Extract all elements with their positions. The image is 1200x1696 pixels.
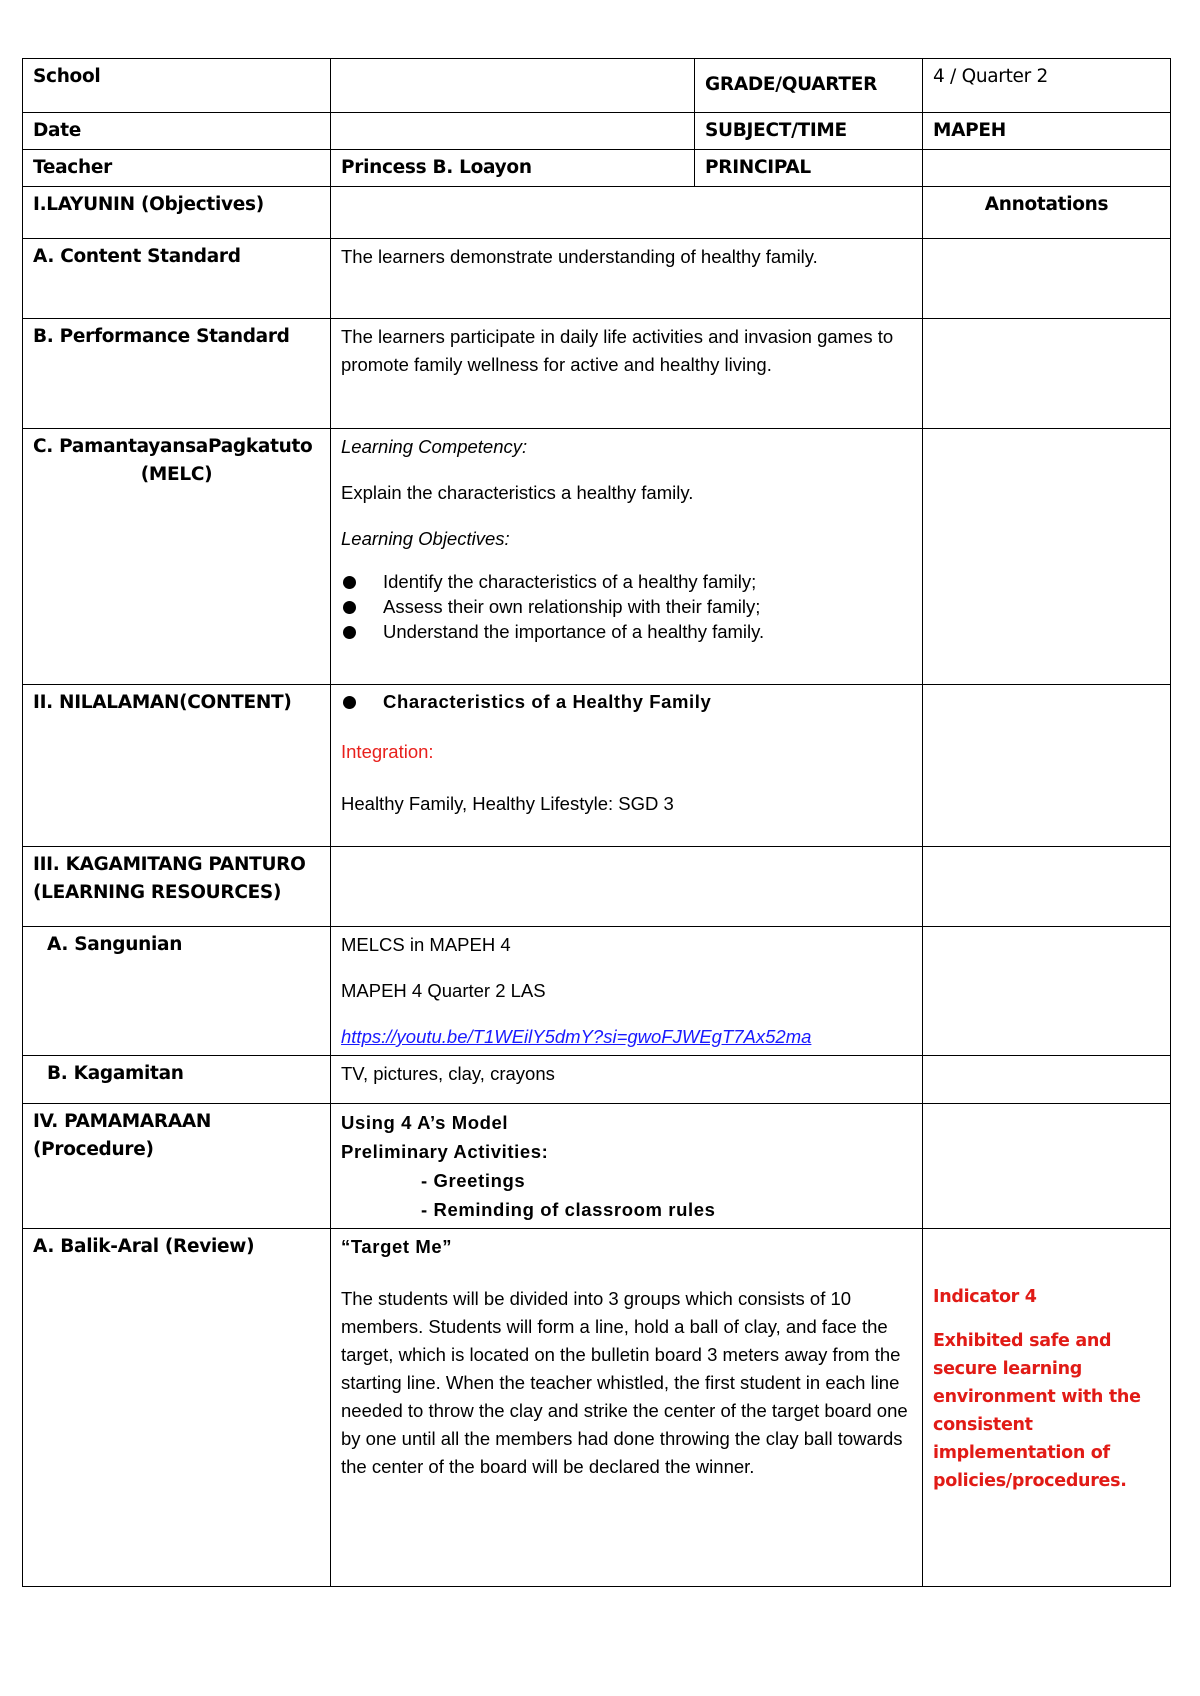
- objective-item: Identify the characteristics of a healthy family;: [341, 569, 912, 594]
- sanggunian-row: [23, 927, 1171, 1056]
- competency-heading: Learning Competency:: [341, 436, 528, 457]
- review-title: “Target Me”: [341, 1236, 453, 1257]
- objectives-label: I.LAYUNIN (Objectives): [23, 187, 331, 239]
- integration-text: Healthy Family, Healthy Lifestyle: SGD 3: [341, 793, 674, 814]
- melc-content: [331, 429, 923, 685]
- objectives-empty-cell: [331, 187, 923, 239]
- procedure-label: [23, 1104, 331, 1229]
- learning-objectives-list: [341, 569, 912, 644]
- date-row: [23, 113, 1171, 150]
- teacher-row: [23, 150, 1171, 187]
- lesson-plan-page: [22, 58, 1170, 1587]
- reference-item: MAPEH 4 Quarter 2 LAS: [341, 980, 546, 1001]
- competency-text: Explain the characteristics a healthy family.: [341, 482, 694, 503]
- annotations-header: Annotations: [923, 187, 1171, 239]
- video-link[interactable]: https://youtu.be/T1WEilY5dmY?si=gwoFJWEgT7Ax52ma: [341, 1026, 812, 1047]
- sanggunian-annotation: [923, 927, 1171, 1056]
- melc-row: [23, 429, 1171, 685]
- subject-time-value: MAPEH: [923, 113, 1171, 150]
- melc-label-line2: (MELC): [140, 464, 213, 485]
- melc-label: [23, 429, 331, 685]
- performance-standard-row: [23, 319, 1171, 429]
- review-label: A. Balik-Aral (Review): [23, 1229, 331, 1587]
- sanggunian-label: A. Sangunian: [23, 927, 331, 1056]
- kagamitan-text: TV, pictures, clay, crayons: [331, 1056, 923, 1104]
- melc-label-line1: C. PamantayansaPagkatuto: [33, 436, 313, 457]
- review-annotation: [923, 1229, 1171, 1587]
- review-cell: [331, 1229, 923, 1587]
- performance-standard-annotation: [923, 319, 1171, 429]
- kagamitan-row: [23, 1056, 1171, 1104]
- teacher-value: Princess B. Loayon: [331, 150, 695, 187]
- procedure-label-line2: (Procedure): [33, 1139, 154, 1160]
- school-row: [23, 59, 1171, 113]
- resources-row: [23, 847, 1171, 927]
- content-annotation: [923, 685, 1171, 847]
- objectives-row: [23, 187, 1171, 239]
- procedure-cell: [331, 1104, 923, 1229]
- grade-quarter-value: 4 / Quarter 2: [923, 59, 1171, 113]
- review-row: [23, 1229, 1171, 1587]
- kagamitan-annotation: [923, 1056, 1171, 1104]
- sanggunian-cell: [331, 927, 923, 1056]
- content-topic-list: [341, 689, 912, 714]
- preliminary-heading: Preliminary Activities:: [341, 1141, 549, 1162]
- school-value: [331, 59, 695, 113]
- procedure-model: Using 4 A’s Model: [341, 1112, 509, 1133]
- objective-item: Understand the importance of a healthy family.: [341, 619, 912, 644]
- principal-label: PRINCIPAL: [695, 150, 923, 187]
- content-topic: Characteristics of a Healthy Family: [341, 689, 912, 714]
- content-standard-annotation: [923, 239, 1171, 319]
- date-value: [331, 113, 695, 150]
- reference-item: MELCS in MAPEH 4: [341, 934, 511, 955]
- resources-label-line2: (LEARNING RESOURCES): [33, 882, 282, 903]
- procedure-annotation: [923, 1104, 1171, 1229]
- resources-empty-cell: [331, 847, 923, 927]
- indicator-label: Indicator 4: [933, 1287, 1037, 1307]
- performance-standard-label: B. Performance Standard: [23, 319, 331, 429]
- lesson-plan-table: [22, 58, 1171, 1587]
- integration-label: Integration:: [341, 741, 434, 762]
- school-label: School: [23, 59, 331, 113]
- learning-objectives-heading: Learning Objectives:: [341, 528, 510, 549]
- objective-item: Assess their own relationship with their family;: [341, 594, 912, 619]
- grade-quarter-label: GRADE/QUARTER: [695, 59, 923, 113]
- kagamitan-label: B. Kagamitan: [23, 1056, 331, 1104]
- review-text: The students will be divided into 3 groups which consists of 10 members. Students will form a line, hold a ball of clay, and face the target, which is located on the bulletin board 3 meters away from the starting line. When the teacher whistled, the first student in each line needed to throw the clay and strike the center of the target board one by one until all the members had done throwing the clay ball towards the center of the board will be declared the winner.: [341, 1288, 908, 1477]
- preliminary-item: - Reminding of classroom rules: [421, 1199, 716, 1220]
- preliminary-item: - Greetings: [421, 1170, 526, 1191]
- performance-standard-text: The learners participate in daily life activities and invasion games to promote family wellness for active and healthy living.: [331, 319, 923, 429]
- subject-time-label: SUBJECT/TIME: [695, 113, 923, 150]
- content-standard-row: [23, 239, 1171, 319]
- content-label: II. NILALAMAN(CONTENT): [23, 685, 331, 847]
- principal-value: [923, 150, 1171, 187]
- teacher-label: Teacher: [23, 150, 331, 187]
- resources-label: [23, 847, 331, 927]
- content-standard-label: A. Content Standard: [23, 239, 331, 319]
- indicator-text: Exhibited safe and secure learning environment with the consistent implementation of policies/procedures.: [933, 1331, 1141, 1491]
- content-standard-text: The learners demonstrate understanding of healthy family.: [331, 239, 923, 319]
- procedure-label-line1: IV. PAMAMARAAN: [33, 1111, 212, 1132]
- content-cell: [331, 685, 923, 847]
- procedure-row: [23, 1104, 1171, 1229]
- content-row: [23, 685, 1171, 847]
- resources-label-line1: III. KAGAMITANG PANTURO: [33, 854, 306, 875]
- date-label: Date: [23, 113, 331, 150]
- melc-annotation: [923, 429, 1171, 685]
- resources-annotation: [923, 847, 1171, 927]
